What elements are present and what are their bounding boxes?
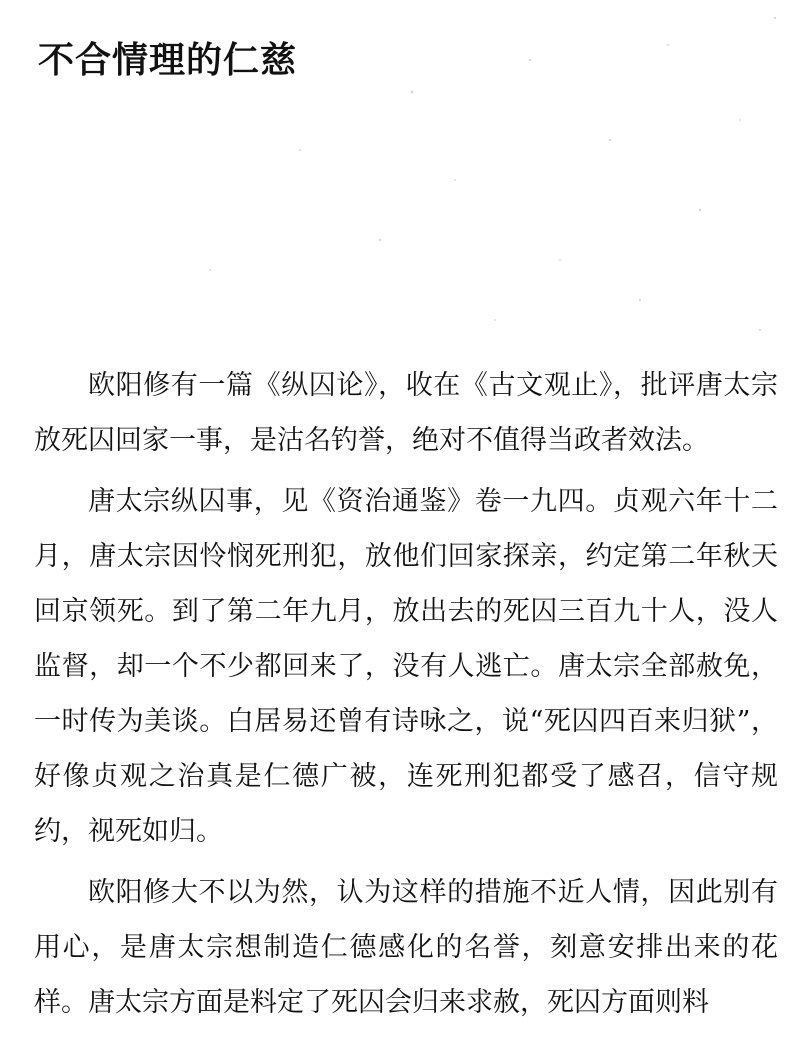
paragraph-1: 欧阳修有一篇《纵囚论》，收在《古文观止》，批评唐太宗放死囚回家一事，是沽名钓誉，绝对不值得当政者效法。 bbox=[34, 370, 778, 456]
page-title: 不合情理的仁慈 bbox=[38, 40, 298, 81]
body-text bbox=[34, 358, 778, 1036]
paragraph-3: 欧阳修大不以为然，认为这样的措施不近人情，因此别有用心，是唐太宗想制造仁德感化的名誉，刻意安排出来的花样。唐太宗方面是料定了死囚会归来求赦，死囚方面则料 bbox=[34, 877, 778, 1018]
paragraph-2: 唐太宗纵囚事，见《资治通鉴》卷一九四。贞观六年十二月，唐太宗因怜悯死刑犯，放他们回家探亲，约定第二年秋天回京领死。到了第二年九月，放出去的死囚三百九十人，没人监督，却一个不少都回来了，没有人逃亡。唐太宗全部赦免，一时传为美谈。白居易还曾有诗咏之，说“死囚四百来归狱”，好像贞观之治真是仁德广被，连死刑犯都受了感召，信守规约，视死如归。 bbox=[34, 486, 778, 847]
